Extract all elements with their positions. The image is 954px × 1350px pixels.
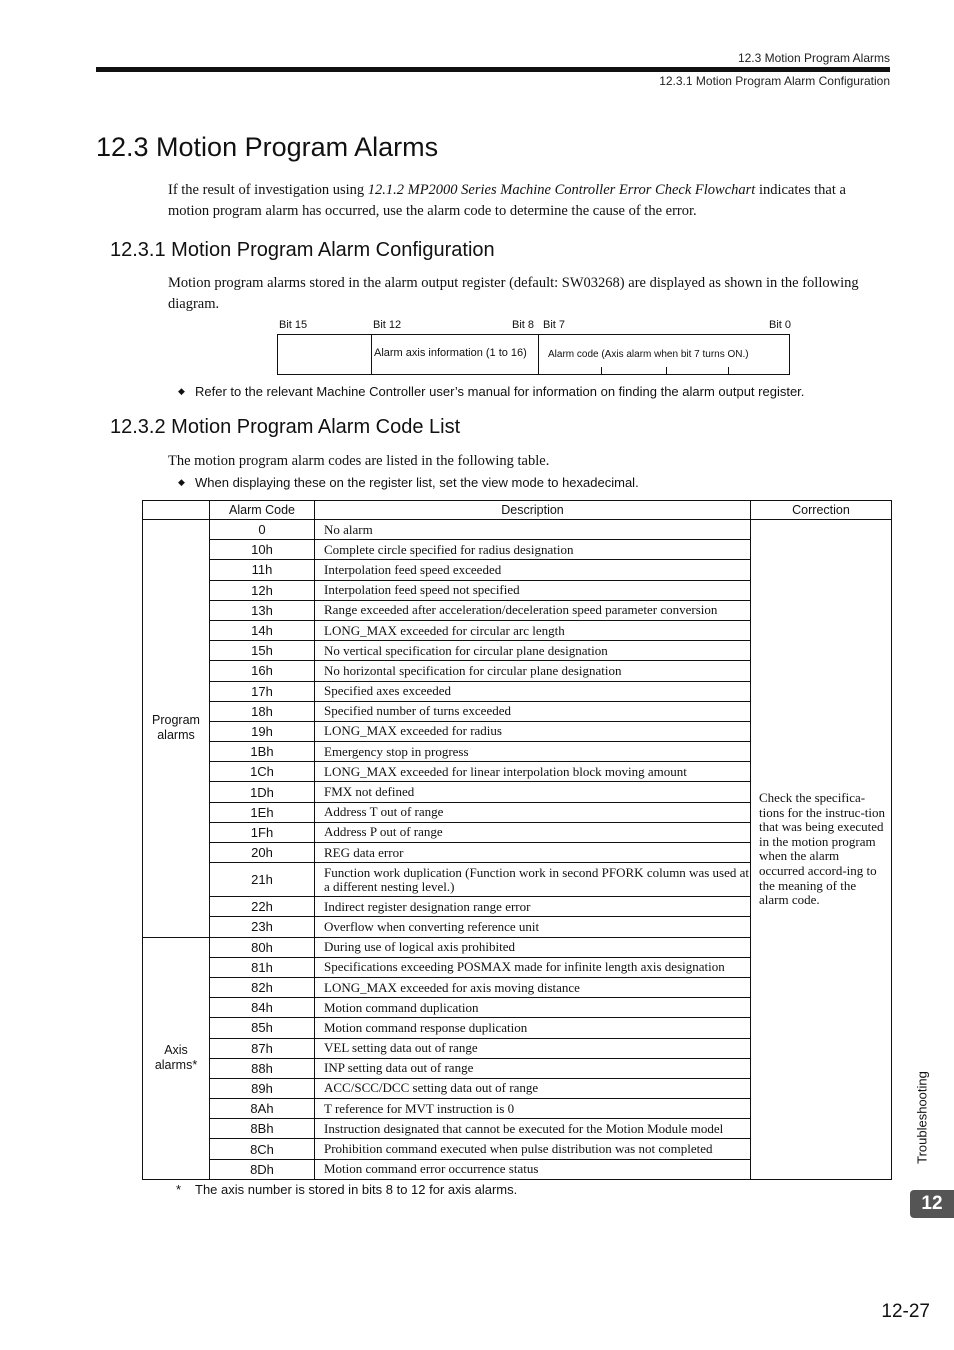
alarm-register-diagram [277, 334, 790, 375]
alarm-code-cell: 23h [210, 917, 315, 937]
alarm-code-cell: 8Dh [210, 1159, 315, 1179]
alarm-description-cell: T reference for MVT instruction is 0 [315, 1099, 751, 1119]
alarm-description-cell: VEL setting data out of range [315, 1038, 751, 1058]
intro-text-after: indicates that a motion program alarm has occurred, use the alarm code to determine the cause of the error. [168, 182, 846, 219]
alarm-description-cell: Interpolation feed speed not specified [315, 580, 751, 600]
alarm-code-cell: 22h [210, 897, 315, 917]
codelist-heading: 12.3.2 Motion Program Alarm Code List [110, 416, 461, 438]
alarm-code-cell: 20h [210, 843, 315, 863]
alarm-description-cell: Range exceeded after acceleration/deceleration speed parameter conversion [315, 600, 751, 620]
intro-text-before: If the result of investigation using [168, 182, 368, 198]
alarm-description-cell: Complete circle specified for radius designation [315, 540, 751, 560]
alarm-description-cell: No horizontal specification for circular plane designation [315, 661, 751, 681]
hex-note-text: When displaying these on the register list, set the view mode to hexadecimal. [195, 475, 639, 490]
bit12-label: Bit 12 [373, 319, 402, 331]
alarm-description-cell: Overflow when converting reference unit [315, 917, 751, 937]
description-header: Description [315, 501, 751, 520]
alarm-description-cell: No vertical specification for circular plane designation [315, 641, 751, 661]
alarm-code-cell: 16h [210, 661, 315, 681]
alarm-description-cell: Specified number of turns exceeded [315, 701, 751, 721]
chapter-side-label: Troubleshooting [914, 1071, 930, 1164]
alarm-description-cell: Specifications exceeding POSMAX made for infinite length axis designation [315, 957, 751, 977]
bit0-label: Bit 0 [769, 319, 792, 331]
alarm-code-cell: 1Ch [210, 762, 315, 782]
alarm-description-cell: Instruction designated that cannot be executed for the Motion Module model [315, 1119, 751, 1139]
register-tick [728, 367, 729, 374]
axis-alarms-group: Axis alarms* [143, 937, 210, 1179]
alarm-description-cell: Address P out of range [315, 822, 751, 842]
chapter-tab: 12 [910, 1190, 954, 1218]
register-tick [601, 367, 602, 374]
alarm-code-cell: 81h [210, 957, 315, 977]
alarm-code-cell: 84h [210, 998, 315, 1018]
alarm-code-cell: 13h [210, 600, 315, 620]
alarm-description-cell: LONG_MAX exceeded for axis moving distance [315, 977, 751, 997]
alarm-code-cell: 17h [210, 681, 315, 701]
alarm-description-cell: Function work duplication (Function work in second PFORK column was used at a different nesting level.) [315, 863, 751, 897]
alarm-description-cell: Specified axes exceeded [315, 681, 751, 701]
footnote [176, 1182, 517, 1197]
alarm-description-cell: LONG_MAX exceeded for circular arc length [315, 620, 751, 640]
bit15-label: Bit 15 [279, 319, 308, 331]
alarm-description-cell: No alarm [315, 520, 751, 540]
alarm-code-cell: 12h [210, 580, 315, 600]
alarm-description-cell: Prohibition command executed when pulse distribution was not completed [315, 1139, 751, 1159]
page-title: 12.3 Motion Program Alarms [96, 132, 439, 162]
alarm-description-cell: FMX not defined [315, 782, 751, 802]
alarm-code-cell: 15h [210, 641, 315, 661]
alarm-description-cell: LONG_MAX exceeded for radius [315, 721, 751, 741]
alarm-code-cell: 8Ch [210, 1139, 315, 1159]
alarm-code-cell: 21h [210, 863, 315, 897]
intro-paragraph [168, 180, 890, 222]
alarm-code-cell: 8Ah [210, 1099, 315, 1119]
alarm-description-cell: Interpolation feed speed exceeded [315, 560, 751, 580]
alarm-code-cell: 0 [210, 520, 315, 540]
alarm-code-cell: 88h [210, 1058, 315, 1078]
alarm-code-cell: 11h [210, 560, 315, 580]
config-heading: 12.3.1 Motion Program Alarm Configuration [110, 239, 495, 261]
alarm-code-cell: 82h [210, 977, 315, 997]
alarm-code-cell: 89h [210, 1078, 315, 1098]
alarm-code-cell: 8Bh [210, 1119, 315, 1139]
alarm-code-cell: 1Eh [210, 802, 315, 822]
register-divider [538, 335, 539, 374]
alarm-description-cell: REG data error [315, 843, 751, 863]
codelist-paragraph: The motion program alarm codes are listed in the following table. [168, 453, 550, 469]
table-row [143, 520, 892, 540]
alarm-code-cell: 1Dh [210, 782, 315, 802]
alarm-description-cell: LONG_MAX exceeded for linear interpolation block moving amount [315, 762, 751, 782]
alarm-description-cell: Emergency stop in progress [315, 742, 751, 762]
config-paragraph: Motion program alarms stored in the alarm output register (default: SW03268) are displayed as shown in the following diagram. [168, 275, 859, 312]
flowchart-reference: 12.1.2 MP2000 Series Machine Controller Error Check Flowchart [367, 182, 756, 198]
alarm-code-cell: 14h [210, 620, 315, 640]
alarm-code-cell: 80h [210, 937, 315, 957]
alarm-code-table [142, 500, 892, 1180]
footnote-text: The axis number is stored in bits 8 to 12 for axis alarms. [195, 1182, 518, 1197]
alarm-code-cell: 18h [210, 701, 315, 721]
alarm-code-cell: 19h [210, 721, 315, 741]
alarm-description-cell: ACC/SCC/DCC setting data out of range [315, 1078, 751, 1098]
correction-cell: Check the specifica-tions for the instruc-tion that was being executed in the motion program when the alarm occurred accord-ing to the meaning of the alarm code. [751, 520, 892, 1180]
footnote-mark: * [176, 1182, 182, 1197]
register-note: ◆ Refer to the relevant Machine Controller user’s manual for information on finding the alarm output register. [178, 384, 805, 399]
alarm-description-cell: Address T out of range [315, 802, 751, 822]
register-divider [371, 335, 372, 374]
page-number: 12-27 [881, 1301, 930, 1322]
alarm-description-cell: Indirect register designation range error [315, 897, 751, 917]
bit8-label: Bit 8 [512, 319, 535, 331]
alarm-code-cell: 1Fh [210, 822, 315, 842]
alarm-description-cell: INP setting data out of range [315, 1058, 751, 1078]
header-rule [96, 67, 890, 72]
program-alarms-group: Program alarms [143, 520, 210, 938]
running-header-subsection: 12.3.1 Motion Program Alarm Configuration [659, 74, 890, 88]
alarm-description-cell: Motion command response duplication [315, 1018, 751, 1038]
alarm-description-cell: Motion command duplication [315, 998, 751, 1018]
hex-note: ◆ When displaying these on the register list, set the view mode to hexadecimal. [178, 475, 639, 490]
alarm-code-field: Alarm code (Axis alarm when bit 7 turns ON.) [548, 349, 749, 360]
running-header-section: 12.3 Motion Program Alarms [737, 51, 890, 65]
alarm-description-cell: Motion command error occurrence status [315, 1159, 751, 1179]
register-note-text: Refer to the relevant Machine Controller user’s manual for information on finding the alarm output register. [195, 384, 805, 399]
alarm-code-cell: 1Bh [210, 742, 315, 762]
group-header [143, 501, 210, 520]
alarm-code-cell: 87h [210, 1038, 315, 1058]
alarm-axis-field: Alarm axis information (1 to 16) [374, 347, 527, 359]
alarm-code-cell: 10h [210, 540, 315, 560]
correction-header: Correction [751, 501, 892, 520]
bit7-label: Bit 7 [543, 319, 566, 331]
alarm-code-header: Alarm Code [210, 501, 315, 520]
alarm-description-cell: During use of logical axis prohibited [315, 937, 751, 957]
alarm-code-cell: 85h [210, 1018, 315, 1038]
register-tick [666, 367, 667, 374]
